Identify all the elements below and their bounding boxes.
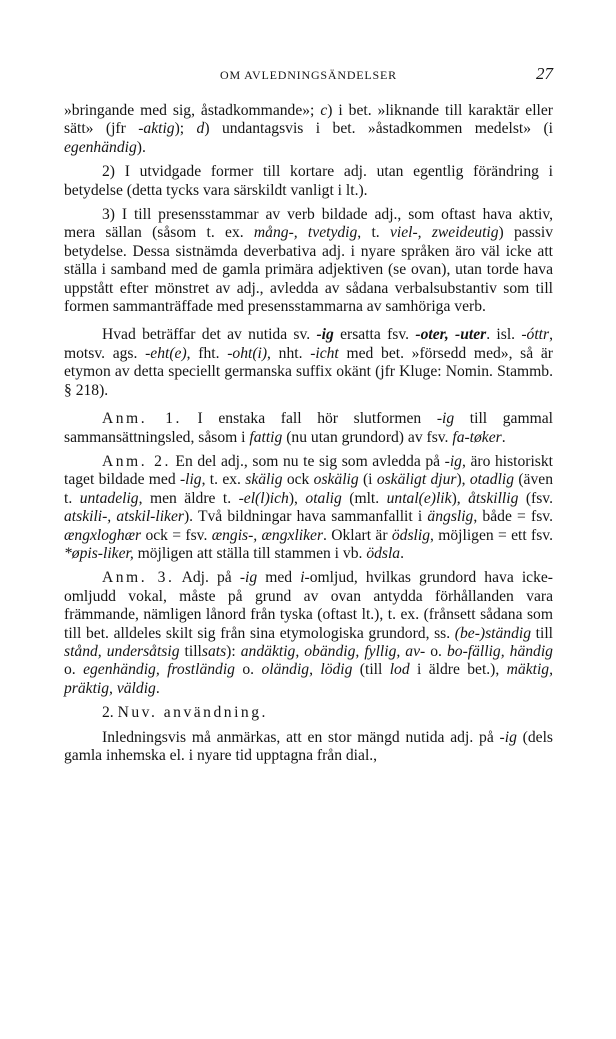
suffix-form: -ig (499, 728, 517, 746)
text: ersatta fsv. (333, 326, 416, 344)
example-word: atskili-, atskil-liker (64, 508, 184, 526)
note-anm-2 (64, 453, 553, 563)
example-word: sats (201, 642, 227, 660)
item-letter: c (320, 102, 328, 119)
text: , t. ex. (201, 471, 246, 489)
text: , äro historiskt taget bildade med (64, 452, 553, 489)
example-word: otadlig (469, 471, 515, 489)
example-word: oskälig (313, 471, 359, 489)
text: i äldre bet.), (409, 661, 507, 679)
text: o. (425, 642, 447, 660)
text: ) undantagsvis i bet. »åstadkommen medelst» (i (204, 120, 553, 138)
paragraph-bringande (64, 102, 553, 157)
text: -omljud, hvilkas grundord hava icke-omljudd vokal, måste på grund av ovan antydda förhållanden vara främmande, nämligen lånord från tyska (oftast lt.), t. ex. (frånsett sådana som till bet. alldeles skilt sig från sina etymologiska grundord, ss. (64, 569, 553, 642)
text: . (155, 679, 160, 697)
text: , t. (357, 224, 390, 242)
suffix-form: -ig (444, 452, 462, 470)
paragraph-item-2: 2) I utvidgade former till kortare adj. utan egentlig förändring i betydelse (detta tycks vara särskildt vanligt i lt.). (64, 163, 553, 199)
section-number: 2. (102, 704, 114, 722)
text: Hvad beträffar det av nutida sv. (102, 326, 317, 344)
example-word: andäktig, obändig, fyllig, av- (240, 642, 426, 660)
text: ock = fsv. (141, 526, 212, 544)
paragraph-item-3 (64, 206, 553, 316)
note-anm-1 (64, 410, 553, 447)
text: ); (174, 120, 197, 138)
note-label: Anm. 2. (102, 452, 171, 470)
example-word: mäktig, präktig, väldig (64, 661, 553, 697)
example-word: åtskillig (468, 489, 519, 507)
text: (även t. (64, 471, 553, 507)
text: , motsv. ags. (64, 326, 553, 362)
suffix-form: -ig (239, 569, 258, 587)
text: , men äldre t. (138, 489, 239, 507)
example-word: oländig, lödig (261, 661, 353, 679)
text: ) i bet. »liknande till karaktär eller sätt» (jfr (64, 102, 553, 138)
text: . (400, 544, 405, 562)
text: ), (456, 471, 470, 489)
example-word: ängslig (427, 508, 474, 526)
text: . Oklart är (323, 526, 392, 544)
text: möjligen att ställa till stammen i vb. (133, 544, 367, 562)
text: Adj. på (174, 569, 240, 587)
text: ock (282, 471, 314, 489)
text: med bet. »försedd med», så är etymon av detta speciellt germanska suffix okänt (jfr Kluge: Nomin. Stammb. § 218). (64, 344, 553, 399)
text: o. (64, 661, 84, 679)
page-number: 27 (536, 64, 553, 83)
page-header (64, 64, 553, 88)
book-page (64, 64, 553, 765)
text: En del adj., som nu te sig som avledda på (170, 452, 445, 470)
example-word: otalig (305, 489, 342, 507)
text: ): (226, 642, 241, 660)
example-word: viel-, zweideutig (389, 224, 499, 242)
suffix-form: -ig (436, 410, 455, 428)
example-word: fattig (249, 428, 283, 446)
note-anm-3 (64, 569, 553, 698)
example-word: untal(e)lik (386, 489, 452, 507)
example-word: skälig (245, 471, 283, 489)
text: o. (234, 661, 262, 679)
example-word: *øpis-liker, (64, 544, 134, 562)
text: ). Två bildningar hava sammanfallit i (183, 508, 428, 526)
running-head: OM AVLEDNINGSÄNDELSER (220, 68, 397, 82)
suffix-form: -aktig (138, 120, 175, 138)
example-word: ængis-, ængxliker (211, 526, 324, 544)
item-letter: d (196, 120, 205, 138)
text: . isl. (486, 326, 522, 344)
example-word: untadelig (79, 489, 139, 507)
example-word: mång-, tvetydig (253, 224, 358, 242)
text: (mlt. (341, 489, 387, 507)
example-word: i (300, 569, 305, 587)
suffix-form: -lig (179, 471, 202, 489)
note-label: Anm. 3. (102, 569, 175, 587)
text: (i (358, 471, 377, 489)
example-word: fa-tøker (452, 428, 502, 446)
text: (dels gamla inhemska el. i nyare tid upptagna från dial., (64, 728, 553, 764)
section-heading (64, 704, 553, 722)
suffix-form: -el(l)ich (238, 489, 289, 507)
text: , fht. (186, 344, 228, 362)
text: ), (451, 489, 469, 507)
text: , nht. (267, 344, 311, 362)
text: med (257, 569, 301, 587)
text: ). (136, 138, 146, 156)
paragraph-inledningsvis (64, 729, 553, 766)
text: ) passiv betydelse. Dessa sistnämda deverbativa adj. i nyare språken äro väl icke att ställa i samband med de gamla primära adjektiven (se ovan), utan torde hava uppstått efter mönstret av adj., avledda av sådana verbalsubstantiv som till formen sammanträffade med presensstammarna av samhöriga verb. (64, 224, 553, 316)
text: till gammal sammansättningsled, såsom i (64, 410, 553, 446)
text: »bringande med sig, åstadkommande»; (64, 102, 321, 119)
text: . (501, 428, 506, 446)
text: till (179, 642, 202, 660)
example-word: egenhändig (64, 138, 137, 156)
example-word: bo-fällig, händig (447, 642, 553, 660)
example-word: ængxloghær (64, 526, 142, 544)
text: Inledningsvis må anmärkas, att en stor mängd nutida adj. på (102, 728, 500, 746)
text: (nu utan grundord) av fsv. (282, 428, 453, 446)
example-word: oskäligt djur (376, 471, 457, 489)
text: I enstaka fall hör slutformen (181, 410, 437, 428)
suffix-form: -oht(i) (227, 344, 268, 362)
example-word: lod (389, 661, 410, 679)
example-word: (be-)ständig (454, 624, 532, 642)
text: (fsv. (518, 489, 553, 507)
note-label: Anm. 1. (102, 410, 182, 428)
paragraph-etymology (64, 326, 553, 400)
text: 3) I till presensstammar av verb bildade adj., som oftast hava aktiv, mera sällan (såsom t. ex. (64, 206, 553, 242)
example-word: egenhändig, frostländig (83, 661, 235, 679)
suffix-form: -eht(e) (145, 344, 187, 362)
text: , möjligen = ett fsv. (430, 526, 553, 544)
example-word: stånd, undersåtsig (64, 642, 180, 660)
text: , både = fsv. (473, 508, 553, 526)
text: till (531, 624, 553, 642)
suffix-form: -ig (316, 326, 334, 344)
text: (till (352, 661, 390, 679)
suffix-form: -icht (310, 344, 339, 362)
example-word: ödsla (366, 544, 401, 562)
section-title: Nuv. användning. (117, 704, 268, 722)
suffix-form: -óttr (521, 326, 550, 344)
suffix-form: -oter, -uter (415, 326, 487, 344)
example-word: ödslig (391, 526, 430, 544)
text: ), (288, 489, 306, 507)
